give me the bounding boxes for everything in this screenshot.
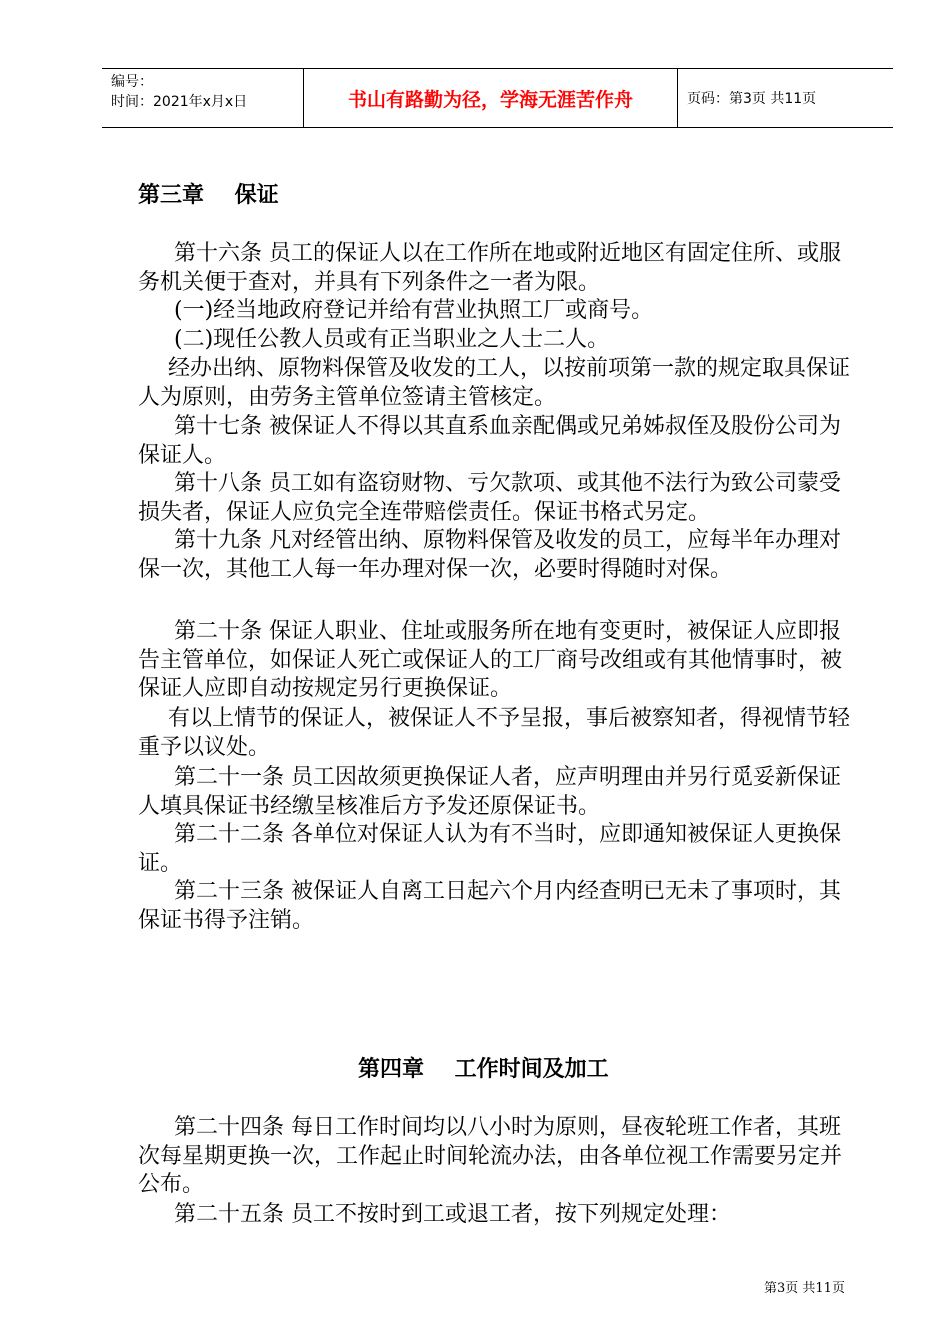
article-20-note: 有以上情节的保证人，被保证人不予呈报，事后被察知者，得视情节轻重予以议处。	[138, 706, 851, 760]
article-20: 第二十条 保证人职业、住址或服务所在地有变更时，被保证人应即报告主管单位，如保证人死亡或保证人的工厂商号改组或有其他情事时，被保证人应即自动按规定另行更换保证。	[138, 619, 843, 701]
article-18: 第十八条 员工如有盗窃财物、亏欠款项、或其他不法行为致公司蒙受损失者，保证人应负完全连带赔偿责任。保证书格式另定。	[138, 471, 841, 525]
serial-label: 编号：	[111, 74, 153, 90]
article-16: 第十六条 员工的保证人以在工作所在地或附近地区有固定住所、或服务机关便于查对，并具有下列条件之一者为限。	[138, 241, 841, 295]
article-16-item-2: (二)现任公教人员或有正当职业之人士二人。	[174, 327, 610, 352]
article-16-note: 经办出纳、原物料保管及收发的工人，以按前项第一款的规定取具保证人为原则，由劳务主管单位签请主管核定。	[138, 356, 851, 410]
chapter-3-title: 第三章 保证	[138, 183, 279, 208]
page-footer: 第3页 共11页	[764, 1281, 845, 1296]
page-header	[102, 68, 893, 128]
chapter-4-title: 第四章 工作时间及加工	[358, 1057, 609, 1082]
article-23: 第二十三条 被保证人自离工日起六个月内经查明已无未了事项时，其保证书得予注销。	[138, 879, 841, 933]
header-motto: 书山有路勤为径，学海无涯苦作舟	[347, 88, 633, 111]
article-21: 第二十一条 员工因故须更换保证人者，应声明理由并另行觅妥新保证人填具保证书经缴呈核准后方予发还原保证书。	[138, 765, 841, 819]
article-24: 第二十四条 每日工作时间均以八小时为原则，昼夜轮班工作者，其班次每星期更换一次，工作起止时间轮流办法，由各单位视工作需要另定并公布。	[138, 1115, 843, 1197]
article-17: 第十七条 被保证人不得以其直系血亲配偶或兄弟姊叔侄及股份公司为保证人。	[138, 414, 841, 468]
header-motto-cell	[304, 69, 678, 127]
time-label: 时间：2021年x月x日	[111, 94, 248, 110]
header-meta	[102, 69, 304, 127]
article-19: 第十九条 凡对经管出纳、原物料保管及收发的员工，应每半年办理对保一次，其他工人每一年办理对保一次，必要时得随时对保。	[138, 528, 841, 582]
header-page-info: 页码：第3页 共11页	[687, 91, 817, 107]
article-16-item-1: (一)经当地政府登记并给有营业执照工厂或商号。	[174, 298, 654, 323]
article-22: 第二十二条 各单位对保证人认为有不当时，应即通知被保证人更换保证。	[138, 822, 841, 876]
article-25: 第二十五条 员工不按时到工或退工者，按下列规定处理：	[174, 1202, 731, 1227]
